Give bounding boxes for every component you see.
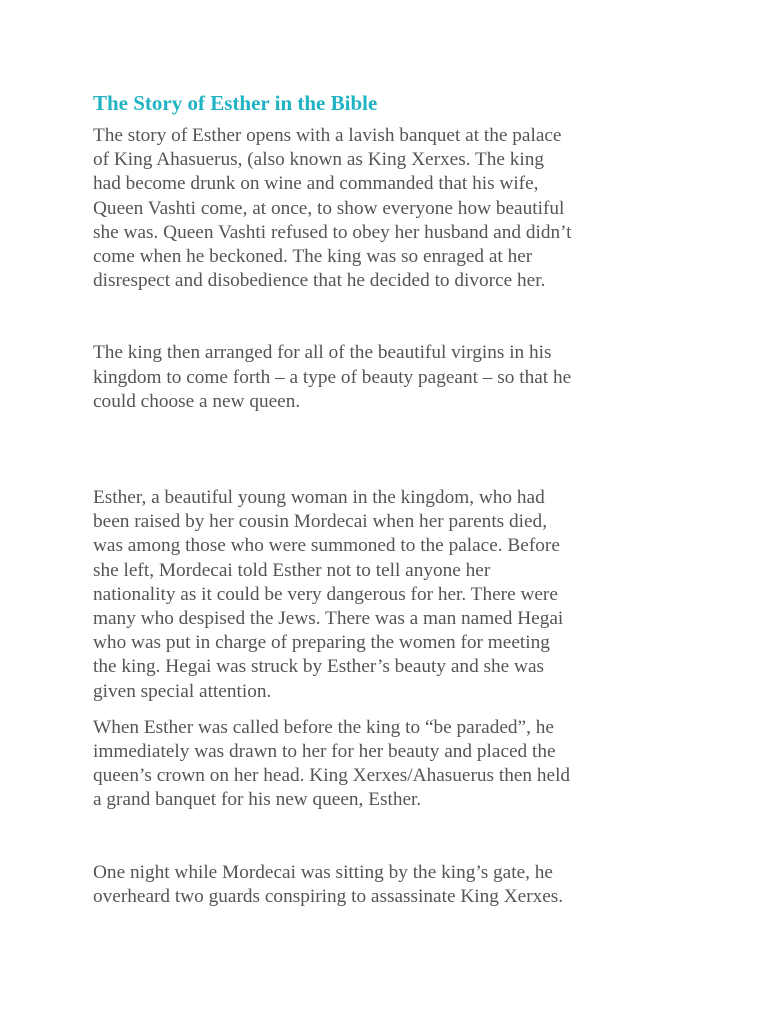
- paragraph-line: queen’s crown on her head. King Xerxes/Ahasuerus then held: [93, 765, 571, 787]
- paragraph-line: she left, Mordecai told Esther not to tell anyone her: [93, 559, 491, 581]
- paragraph-line: had become drunk on wine and commanded that his wife,: [93, 173, 539, 195]
- paragraph-line: been raised by her cousin Mordecai when her parents died,: [93, 511, 548, 533]
- paragraph-line: a grand banquet for his new queen, Esther.: [93, 789, 422, 811]
- paragraph-3: [93, 486, 693, 704]
- paragraph-line: she was. Queen Vashti refused to obey her husband and didn’t: [93, 221, 572, 243]
- paragraph-line: Esther, a beautiful young woman in the kingdom, who had: [93, 487, 545, 509]
- paragraph-line: many who despised the Jews. There was a man named Hegai: [93, 608, 564, 630]
- paragraph-spacer: [93, 813, 693, 861]
- paragraph-line: The king then arranged for all of the beautiful virgins in his: [93, 342, 552, 364]
- paragraph-line: When Esther was called before the king to “be paraded”, he: [93, 716, 554, 738]
- paragraph-line: nationality as it could be very dangerous for her. There were: [93, 583, 558, 605]
- paragraph-spacer: [93, 414, 693, 486]
- paragraph-5: [93, 861, 693, 909]
- paragraph-line: who was put in charge of preparing the women for meeting: [93, 632, 550, 654]
- paragraph-spacer: [93, 704, 693, 716]
- paragraph-line: One night while Mordecai was sitting by the king’s gate, he: [93, 861, 553, 883]
- paragraph-line: come when he beckoned. The king was so enraged at her: [93, 246, 533, 268]
- document-title: The Story of Esther in the Bible: [93, 91, 378, 115]
- paragraph-1: [93, 124, 693, 293]
- document-content: [93, 88, 693, 909]
- paragraph-line: kingdom to come forth – a type of beauty pageant – so that he: [93, 366, 572, 388]
- paragraph-line: the king. Hegai was struck by Esther’s beauty and she was: [93, 656, 545, 678]
- paragraph-line: was among those who were summoned to the palace. Before: [93, 535, 560, 557]
- paragraph-line: Queen Vashti come, at once, to show everyone how beautiful: [93, 197, 565, 219]
- paragraph-2: [93, 341, 693, 414]
- paragraph-line: overheard two guards conspiring to assassinate King Xerxes.: [93, 885, 564, 907]
- paragraph-line: of King Ahasuerus, (also known as King Xerxes. The king: [93, 149, 545, 171]
- paragraph-4: [93, 716, 693, 813]
- paragraph-line: could choose a new queen.: [93, 390, 301, 412]
- paragraph-line: The story of Esther opens with a lavish banquet at the palace: [93, 125, 562, 146]
- paragraph-line: immediately was drawn to her for her beauty and placed the: [93, 741, 556, 763]
- paragraph-line: given special attention.: [93, 680, 272, 702]
- paragraph-line: disrespect and disobedience that he decided to divorce her.: [93, 270, 546, 292]
- paragraph-spacer: [93, 293, 693, 341]
